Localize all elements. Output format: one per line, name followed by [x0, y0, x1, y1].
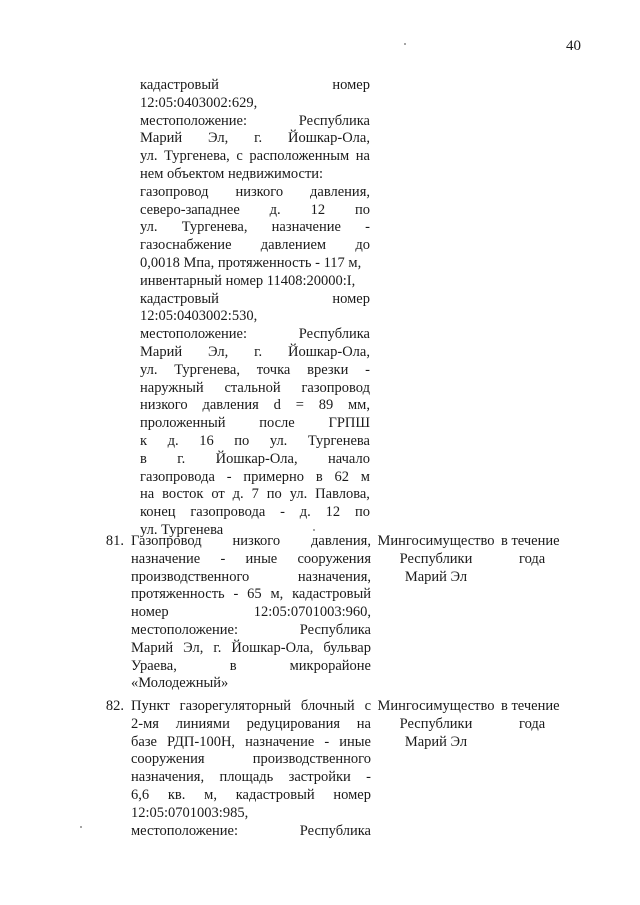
item-number: 81. — [105, 533, 124, 549]
text-line: протяженность - 65 м, кадастровый — [131, 586, 371, 603]
text-line: ул. Тургенева, с расположенным на — [140, 148, 370, 165]
text-line: местоположение: Республика — [131, 622, 371, 638]
term-text: в течение — [501, 533, 560, 549]
term-text: года — [519, 715, 546, 732]
text-line: назначения, площадь застройки - — [131, 769, 371, 786]
text-line: номер 12:05:0701003:960, — [131, 604, 371, 621]
text-line: газопровод низкого давления, — [140, 183, 370, 200]
text-line: 12:05:0403002:629, — [140, 94, 258, 111]
holder-text: Мингосимущество — [377, 698, 495, 714]
text-line: 12:05:0701003:985, — [131, 804, 249, 821]
text-line: местоположение: Республика — [131, 822, 371, 839]
text-line: «Молодежный» — [131, 675, 229, 692]
scan-speck — [404, 43, 406, 45]
text-line: низкого давления d = 89 мм, — [140, 397, 370, 414]
text-line: Ураева, в микрорайоне — [131, 657, 371, 674]
text-line: кадастровый номер — [140, 77, 370, 93]
text-line: на восток от д. 7 по ул. Павлова, — [140, 486, 370, 503]
text-line: местоположение: Республика — [140, 326, 370, 343]
text-line: Пункт газорегуляторный блочный с — [131, 698, 371, 714]
text-line: Марий Эл, г. Йошкар-Ола, — [140, 130, 370, 147]
text-line: конец газопровода - д. 12 по — [140, 504, 370, 521]
text-line: Марий Эл, г. Йошкар-Ола, бульвар — [131, 639, 371, 656]
text-line: к д. 16 по ул. Тургенева — [140, 433, 370, 449]
text-line: инвентарный номер 11408:20000:I, — [140, 272, 356, 289]
text-line: северо-западнее д. 12 по — [140, 201, 370, 218]
scan-speck — [313, 529, 315, 531]
text-line: в г. Йошкар-Ола, начало — [140, 450, 370, 467]
text-line: ул. Тургенева, точка врезки - — [140, 361, 370, 378]
text-line: местоположение: Республика — [140, 112, 370, 129]
text-line: проложенный после ГРПШ — [140, 415, 370, 432]
term-text: года — [519, 550, 546, 567]
text-line: назначение - иные сооружения — [131, 550, 371, 567]
text-line: нем объектом недвижимости: — [140, 166, 324, 182]
text-line: наружный стальной газопровод — [140, 379, 370, 396]
text-line: базе РДП-100Н, назначение - иные — [131, 733, 371, 750]
text-line: 0,0018 Мпа, протяженность - 117 м, — [140, 255, 362, 271]
text-line: газоснабжение давлением до — [140, 237, 370, 254]
scan-speck — [80, 826, 82, 828]
text-line: Газопровод низкого давления, — [131, 533, 371, 549]
item-number: 82. — [105, 698, 124, 714]
holder-text: Республики — [399, 715, 473, 732]
holder-text: Марий Эл — [404, 733, 468, 750]
text-line: производственного назначения, — [131, 568, 371, 585]
text-line: ул. Тургенева, назначение - — [140, 219, 370, 236]
text-line: сооружения производственного — [131, 751, 371, 768]
text-line: газопровода - примерно в 62 м — [140, 468, 370, 485]
term-text: в течение — [501, 698, 560, 714]
text-line: 12:05:0403002:530, — [140, 308, 258, 325]
text-line: 6,6 кв. м, кадастровый номер — [131, 787, 371, 803]
holder-text: Республики — [399, 550, 473, 567]
text-line: ул. Тургенева — [140, 522, 224, 538]
holder-text: Мингосимущество — [377, 533, 495, 549]
page-number: 40 — [566, 38, 581, 54]
holder-text: Марий Эл — [404, 568, 468, 585]
text-line: Марий Эл, г. Йошкар-Ола, — [140, 344, 370, 360]
text-line: кадастровый номер — [140, 290, 370, 307]
text-line: 2-мя линиями редуцирования на — [131, 715, 371, 732]
